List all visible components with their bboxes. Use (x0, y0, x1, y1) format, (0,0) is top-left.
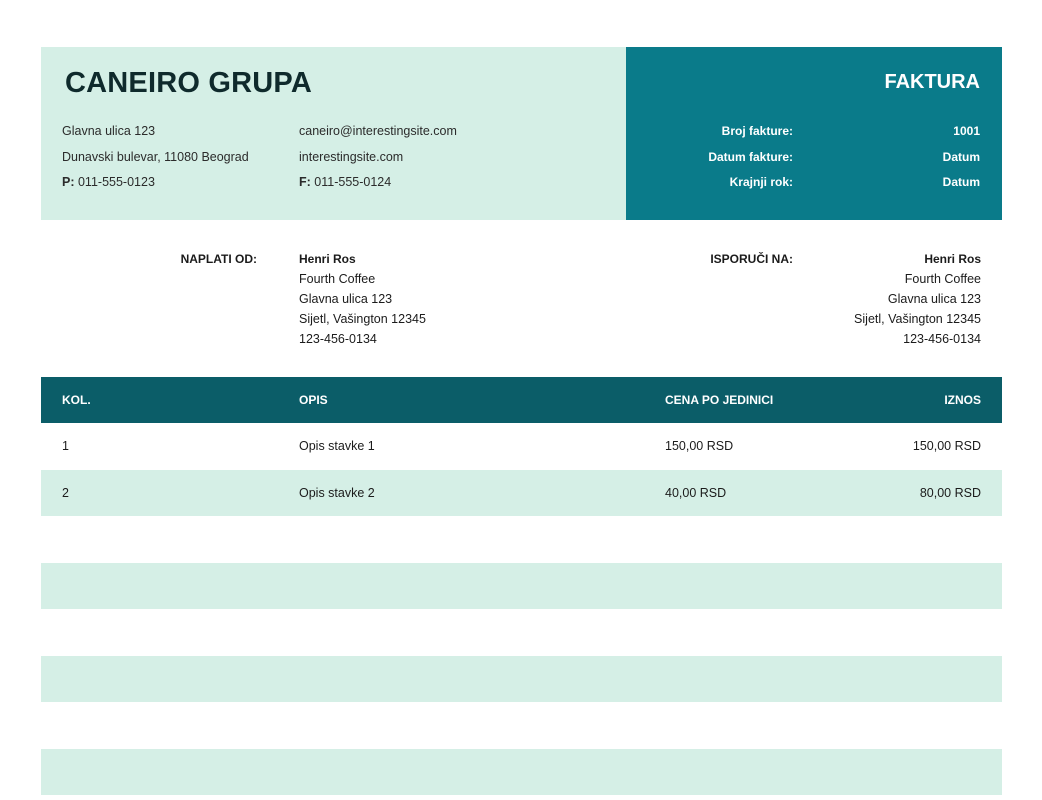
header-description: OPIS (299, 393, 328, 407)
table-row (41, 702, 1002, 749)
company-fax (299, 174, 457, 200)
company-phone (62, 174, 249, 200)
bill-to-label: NAPLATI OD: (180, 252, 257, 266)
company-website: interestingsite.com (299, 149, 404, 164)
ship-to-city: Sijetl, Vašington 12345 (854, 312, 981, 326)
bill-to-city: Sijetl, Vašington 12345 (299, 312, 426, 326)
ship-to-company: Fourth Coffee (904, 272, 981, 286)
table-body (41, 423, 1002, 795)
cell-description: Opis stavke 1 (299, 439, 375, 453)
cell-qty: 1 (62, 439, 69, 453)
table-row (41, 749, 1002, 796)
cell-amount: 80,00 RSD (919, 485, 981, 500)
header-unit-price: CENA PO JEDINICI (665, 393, 774, 407)
company-address-column (62, 123, 249, 200)
line-items-table (41, 377, 1002, 795)
bill-to-address (299, 251, 426, 351)
bill-to-company: Fourth Coffee (299, 272, 376, 286)
company-info-panel (41, 47, 626, 220)
invoice-number-value: 1001 (953, 124, 980, 138)
cell-unit-price: 150,00 RSD (665, 439, 734, 453)
company-email: caneiro@interestingsite.com (299, 124, 457, 138)
cell-description: Opis stavke 2 (299, 485, 375, 500)
bill-to-name: Henri Ros (299, 252, 356, 266)
ship-to-name: Henri Ros (924, 252, 981, 266)
invoice-due-value: Datum (942, 175, 980, 189)
ship-to-street: Glavna ulica 123 (887, 292, 981, 306)
cell-unit-price: 40,00 RSD (665, 485, 727, 500)
fax-value: 011-555-0124 (310, 175, 392, 189)
invoice-page (41, 47, 1002, 795)
ship-to-label: ISPORUČI NA: (710, 252, 793, 266)
cell-amount: 150,00 RSD (912, 439, 981, 453)
bill-to-street: Glavna ulica 123 (299, 292, 393, 306)
addresses-section (41, 220, 1002, 377)
invoice-date-label: Datum fakture: (708, 149, 793, 164)
company-contact-column (299, 123, 457, 200)
header-qty: KOL. (62, 393, 91, 407)
table-row (41, 563, 1002, 610)
invoice-title: FAKTURA (884, 71, 980, 93)
table-row (41, 470, 1002, 517)
phone-value: 011-555-0123 (74, 175, 155, 189)
invoice-number-label: Broj fakture: (721, 124, 793, 138)
table-row (41, 423, 1002, 470)
table-row (41, 516, 1002, 563)
header-amount: IZNOS (944, 393, 981, 407)
invoice-date-row (626, 149, 1002, 175)
invoice-number-row (626, 123, 1002, 149)
table-row (41, 656, 1002, 703)
invoice-meta-panel (626, 47, 1002, 220)
phone-label: P: (62, 175, 75, 189)
table-row (41, 609, 1002, 656)
invoice-meta (626, 123, 1002, 200)
bill-to-phone: 123-456-0134 (299, 332, 377, 346)
invoice-due-label: Krajnji rok: (729, 175, 793, 189)
table-header (41, 377, 1002, 423)
invoice-due-row (626, 174, 1002, 200)
ship-to-phone: 123-456-0134 (903, 332, 981, 346)
company-address-line1: Glavna ulica 123 (62, 124, 156, 138)
fax-label: F: (299, 175, 311, 189)
invoice-header (41, 47, 1002, 220)
company-name: CANEIRO GRUPA (65, 67, 312, 99)
cell-qty: 2 (62, 485, 69, 500)
ship-to-address (854, 251, 981, 351)
invoice-date-value: Datum (942, 149, 980, 164)
company-address-line2: Dunavski bulevar, 11080 Beograd (62, 149, 249, 164)
